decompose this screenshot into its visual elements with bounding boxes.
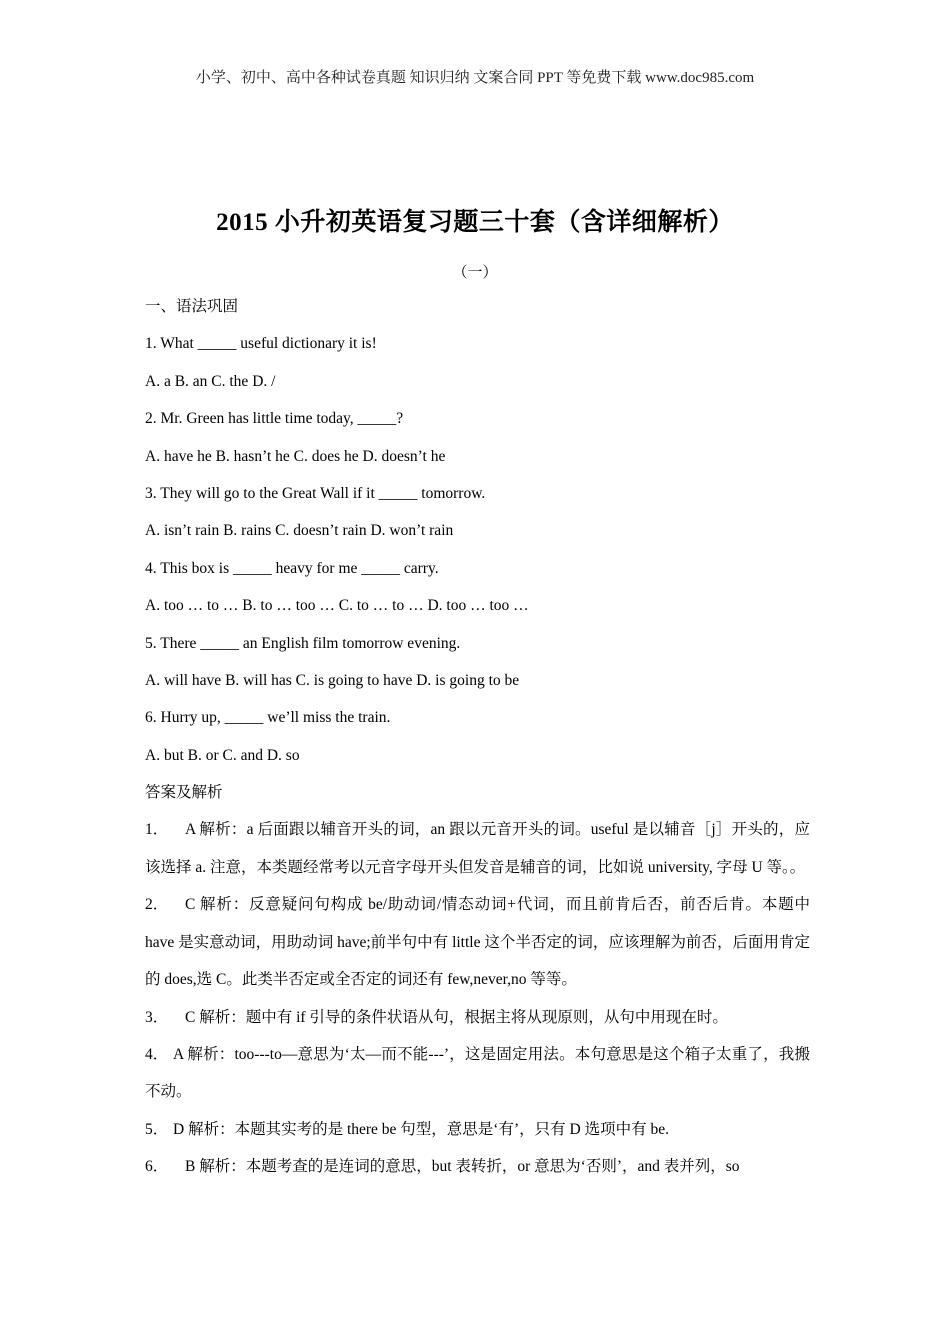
answer-number: 4． <box>145 1045 169 1063</box>
answer-number: 6． <box>145 1158 169 1176</box>
answer-text: C 解析：反意疑问句构成 be/助动词/情态动词+代词，而且前肯后否，前否后肯。本题中 have 是实意动词，用助动词 have;前半句中有 little 这个半否定的词，应该理解为前否，后面用肯定的 does,选 C。此类半否定或全否定的词还有 few,never,no 等等。 <box>145 896 810 989</box>
answer-item <box>145 811 810 886</box>
answer-item <box>145 1036 810 1111</box>
answer-item <box>145 1111 810 1148</box>
question-text: 5. There _____ an English film tomorrow evening. <box>145 634 461 652</box>
answers-heading: 答案及解析 <box>145 784 223 802</box>
answer-item <box>145 999 810 1036</box>
question-options: A. have he B. hasn’t he C. does he D. doesn’t he <box>145 447 446 465</box>
answer-item <box>145 886 810 998</box>
question-text: 1. What _____ useful dictionary it is! <box>145 335 377 353</box>
question-options: A. but B. or C. and D. so <box>145 746 300 764</box>
answer-number: 1． <box>145 821 169 839</box>
question-text: 6. Hurry up, _____ we’ll miss the train. <box>145 709 391 727</box>
answer-number: 3． <box>145 1008 169 1026</box>
question-options: A. will have B. will has C. is going to have D. is going to be <box>145 671 520 689</box>
answer-item <box>145 1148 810 1185</box>
answer-text: C 解析：题中有 if 引导的条件状语从句，根据主将从现原则，从句中用现在时。 <box>185 1008 728 1026</box>
question-text: 3. They will go to the Great Wall if it _____ tomorrow. <box>145 484 486 502</box>
question-text: 4. This box is _____ heavy for me _____ carry. <box>145 559 439 577</box>
answer-text: A 解析：too---to—意思为‘太—而不能---’，这是固定用法。本句意思是这个箱子太重了，我搬不动。 <box>145 1045 810 1101</box>
answer-text: B 解析：本题考查的是连词的意思，but 表转折，or 意思为‘否则’，and 表并列，so <box>185 1158 740 1176</box>
answer-number: 2． <box>145 896 169 914</box>
answer-text: D 解析：本题其实考的是 there be 句型，意思是‘有’，只有 D 选项中有 be. <box>173 1120 669 1138</box>
question-options: A. a B. an C. the D. / <box>145 372 276 390</box>
answer-number: 5． <box>145 1120 169 1138</box>
question-text: 2. Mr. Green has little time today, _____? <box>145 410 404 428</box>
question-options: A. too … to … B. to … too … C. to … to … D. too … too … <box>145 597 529 615</box>
section-heading: 一、语法巩固 <box>145 298 239 315</box>
document-body <box>145 288 810 1186</box>
page-header: 小学、初中、高中各种试卷真题 知识归纳 文案合同 PPT 等免费下载 www.doc985.com <box>195 70 755 86</box>
document-subtitle: （一） <box>452 265 498 281</box>
answer-text: A 解析：a 后面跟以辅音开头的词，an 跟以元音开头的词。useful 是以辅音［j］开头的，应该选择 a. 注意，本类题经常考以元音字母开头但发音是辅音的词，比如说 university, 字母 U 等。。 <box>145 821 810 876</box>
question-options: A. isn’t rain B. rains C. doesn’t rain D. won’t rain <box>145 522 454 540</box>
document-title: 2015 小升初英语复习题三十套（含详细解析） <box>216 209 734 236</box>
